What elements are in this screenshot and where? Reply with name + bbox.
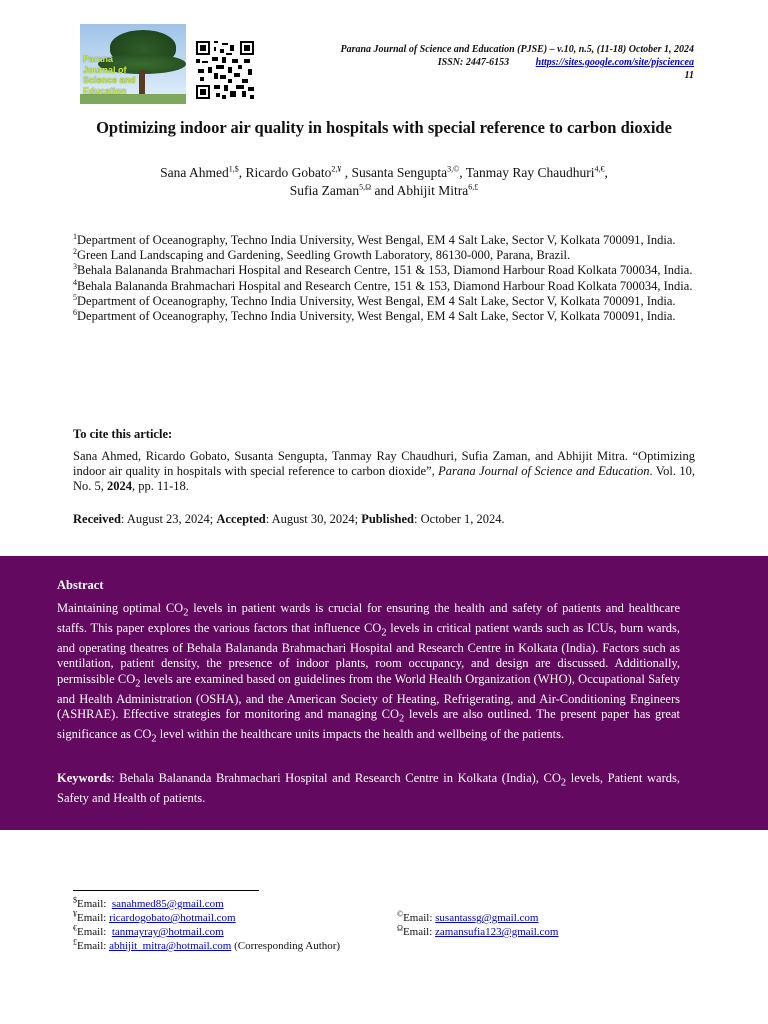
- subscript: 2: [399, 713, 405, 725]
- footnote-email: [397, 909, 539, 925]
- cite-heading: To cite this article:: [73, 427, 173, 441]
- affiliation-text: Department of Oceanography, Techno India University, West Bengal, EM 4 Salt Lake, Sector V, Kolkata 700091, India.: [77, 233, 676, 247]
- keywords: [57, 771, 680, 806]
- affiliation: [73, 248, 695, 263]
- citation-text: [73, 449, 695, 495]
- affiliation: [73, 263, 695, 278]
- cite-pages: , pp. 11-18.: [132, 479, 189, 494]
- footnote-email: [73, 937, 341, 953]
- footnote-label: Email:: [77, 912, 107, 924]
- publication-dates: [73, 512, 505, 527]
- email-link[interactable]: sanahmed85@gmail.com: [111, 898, 224, 910]
- author-sup: 1,$: [228, 164, 239, 174]
- author-name: Sana Ahmed: [160, 165, 229, 180]
- footnote-label: Email:: [77, 940, 107, 952]
- email-link[interactable]: abhijit_mitra@hotmail.com: [109, 940, 232, 952]
- subscript: 2: [183, 607, 189, 619]
- corresponding-author-note: (Corresponding Author): [231, 940, 341, 952]
- affiliation-list: [73, 233, 695, 324]
- email-link[interactable]: ricardogobato@hotmail.com: [109, 912, 236, 924]
- author-sup: 6,£: [468, 182, 479, 192]
- issn: ISSN: 2447-6153: [437, 57, 510, 68]
- footnote-label: Email:: [77, 926, 107, 938]
- subscript: 2: [135, 678, 141, 690]
- abstract-fragment: levels in critical patient wards such as ICUs, burn wards, and operating theatres of Behala Balananda Brahmachari Hospital and Research Centre in Kolkata (India). Factors such as ventilation, patient density, the presence of indoor plants, room occupancy, and design are discussed. Additionally, permissible CO: [57, 620, 680, 686]
- published-date: : October 1, 2024.: [414, 512, 505, 526]
- email-link[interactable]: tanmayray@hotmail.com: [111, 926, 224, 938]
- affiliation-text: Behala Balananda Brahmachari Hospital and Research Centre, 151 & 153, Diamond Harbour Road Kolkata 700034, India.: [77, 263, 693, 278]
- footnote-symbol: ©: [397, 909, 404, 919]
- footnote-divider: [73, 890, 259, 891]
- author-sup: 4,€: [594, 164, 605, 174]
- email-link[interactable]: susantassg@gmail.com: [435, 912, 539, 924]
- journal-logo: [80, 24, 186, 104]
- journal-header: [340, 43, 694, 82]
- subscript: 2: [560, 777, 567, 789]
- footnote-email: [73, 923, 224, 939]
- affiliation-text: Behala Balananda Brahmachari Hospital and Research Centre, 151 & 153, Diamond Harbour Road Kolkata 700034, India.: [77, 278, 693, 293]
- author-name: Sufia Zaman: [289, 183, 360, 198]
- affiliation: [73, 294, 695, 309]
- affiliation-sup: 1: [73, 231, 77, 241]
- affiliation-text: Department of Oceanography, Techno India University, West Bengal, EM 4 Salt Lake, Sector V, Kolkata 700091, India.: [77, 293, 676, 308]
- affiliation-sup: 5: [73, 292, 77, 302]
- abstract-fragment: levels in patient wards is crucial for ensuring the health and safety of patients and healthcare staffs. This paper explores the various factors that influence CO: [57, 601, 680, 635]
- affiliation-text: Green Land Landscaping and Gardening, Seedling Growth Laboratory, 86130-000, Parana, Brazil.: [77, 248, 571, 263]
- accepted-date: : August 30, 2024;: [265, 512, 362, 526]
- journal-url-link[interactable]: https://sites.google.com/site/pjsciencea: [535, 57, 694, 68]
- footnote-label: Email:: [77, 898, 107, 910]
- footnote-email: [73, 895, 224, 911]
- author-list: Sana Ahmed$^{1,\$}$, Ricardo Gobato$^{2,¥}$ , Susanta Sengupta$^{3,©}$, Tanmay Ray Chaudhuri$^{4,€}$, Sufia Zaman$^{5,\Omega}$ and Abhijit Mitra$^{6,£}$: [160, 164, 608, 198]
- cite-authors: Sana Ahmed, Ricardo Gobato, Susanta Sengupta, Tanmay Ray Chaudhuri, Sufia Zaman, and Abhijit Mitra.: [73, 449, 628, 463]
- journal-citation-line: Parana Journal of Science and Education (PJSE) – v.10, n.5, (11-18) October 1, 2024: [340, 44, 694, 55]
- affiliation-sup: 2: [73, 247, 77, 257]
- footnote-label: Email:: [402, 926, 433, 938]
- subscript: 2: [151, 733, 157, 745]
- accepted-label: Accepted: [216, 512, 266, 526]
- issn-row: [340, 56, 694, 69]
- cite-year: 2024: [107, 479, 133, 494]
- author-name: Ricardo Gobato: [245, 165, 332, 180]
- author-name: Tanmay Ray Chaudhuri: [465, 165, 595, 180]
- author-sup: 2,¥: [331, 164, 342, 174]
- email-link[interactable]: zamansufia123@gmail.com: [435, 926, 559, 938]
- footnote-label: Email:: [403, 912, 433, 924]
- author-name: Susanta Sengupta: [351, 165, 448, 180]
- qr-code-icon: [193, 41, 257, 99]
- logo-text: Parana Journal of Science and Education: [83, 54, 136, 96]
- abstract-fragment: level within the healthcare units impacts the health and wellbeing of the patients.: [156, 726, 565, 741]
- article-title: Optimizing indoor air quality in hospitals with special reference to carbon dioxide: [96, 118, 672, 137]
- cite-title: “Optimizing indoor air quality in hospitals with special reference to carbon dioxide”,: [73, 449, 695, 479]
- author-name: Abhijit Mitra: [396, 183, 469, 198]
- keywords-text: levels, Patient wards, Safety and Health of patients.: [57, 771, 680, 805]
- affiliation-sup: 4: [73, 277, 77, 287]
- footnote-symbol: Ω: [397, 923, 403, 933]
- page-number: 11: [684, 70, 694, 81]
- author-sup: 5,Ω: [359, 182, 372, 192]
- cite-journal: Parana Journal of Science and Education: [438, 464, 650, 479]
- affiliation-sup: 3: [73, 262, 77, 272]
- keywords-text: : Behala Balananda Brahmachari Hospital and Research Centre in Kolkata (India), CO: [111, 771, 561, 785]
- abstract-fragment: Maintaining optimal CO: [57, 601, 184, 615]
- abstract-heading: Abstract: [57, 578, 104, 592]
- received-label: Received: [73, 512, 121, 526]
- footnote-symbol: $: [73, 895, 77, 905]
- author-and: and: [374, 183, 394, 198]
- footnote-symbol: ¥: [73, 909, 77, 919]
- affiliation-text: Department of Oceanography, Techno India University, West Bengal, EM 4 Salt Lake, Sector V, Kolkata 700091, India.: [77, 309, 676, 324]
- abstract-fragment: levels are examined based on guidelines from the World Health Organization (WHO), Occupational Safety and Health Administration (OSHA), and the American Society of Heating, Refrigerating, and Air-Conditioning Engineers (ASHRAE). Effective strategies for monitoring and managing CO: [57, 671, 680, 721]
- keywords-label: Keywords: [57, 771, 112, 785]
- affiliation-sup: 6: [73, 307, 77, 317]
- cite-volume: . Vol. 10, No. 5,: [73, 464, 696, 494]
- subscript: 2: [381, 627, 387, 639]
- published-label: Published: [361, 512, 415, 526]
- affiliation: [73, 309, 695, 324]
- affiliation: [73, 233, 695, 248]
- footnote-email: [397, 923, 559, 939]
- abstract-text: [57, 601, 680, 747]
- footnote-symbol: €: [73, 923, 77, 933]
- affiliation: [73, 279, 695, 294]
- footnote-email: [73, 909, 236, 925]
- footnote-symbol: £: [73, 937, 77, 947]
- received-date: : August 23, 2024;: [120, 512, 217, 526]
- abstract-fragment: levels are also outlined. The present paper has great significance as CO: [57, 706, 680, 741]
- author-sup: 3,©: [447, 164, 460, 174]
